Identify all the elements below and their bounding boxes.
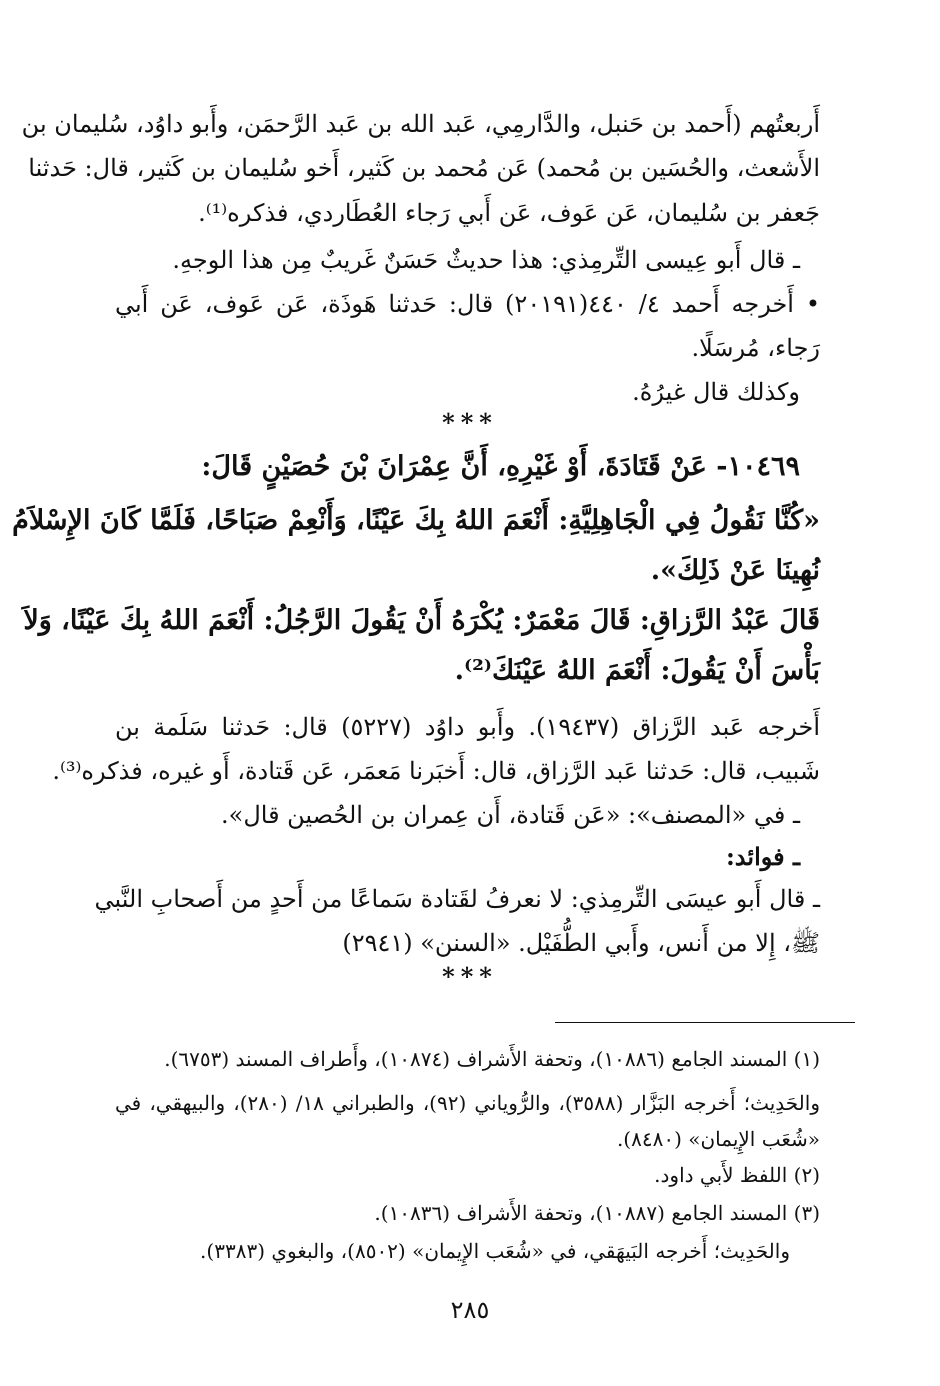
text-line: • أَخرجه أَحمد ٤/ ٤٤٠(٢٠١٩١) قال: حَدثنا هَوذَة، عَن عَوف، عَن أَبي [115, 290, 820, 318]
hadith-text-line: «كُنَّا نَقُولُ فِي الْجَاهِلِيَّةِ: أَنْعَمَ اللهُ بِكَ عَيْنًا، وَأَنْعِمْ صَبَاحًا، فَلَمَّا كَانَ الإِسْلاَمُ [12, 505, 820, 536]
text-line: أَخرجه عَبد الرَّزاق (١٩٤٣٧). وأَبو داوُد (٥٢٢٧) قال: حَدثنا سَلَمة بن [115, 713, 820, 741]
footnote-line: والحَدِيث؛ أَخرجه البَيهَقي، في «شُعَب الإِيمان» (٨٥٠٢)، والبغوي (٣٣٨٣). [200, 1239, 790, 1263]
footnote-rule [555, 1022, 855, 1023]
text-line: الأَشعث، والحُسَين بن مُحمد) عَن مُحمد بن كَثير، أَخو سُليمان بن كَثير، قال: حَدثنا [28, 154, 820, 182]
text-line: ـ قال أَبو عيسَى التِّرمِذي: لا نعرفُ لقَتادة سَماعًا من أَحدٍ من أَصحابِ النَّبي [94, 885, 820, 913]
section-separator: *** [442, 962, 498, 991]
hadith-text-line: نُهِينَا عَنْ ذَلِكَ». [650, 555, 820, 586]
text-line: شَبيب، قال: حَدثنا عَبد الرَّزاق، قال: أَخبَرنا مَعمَر، عَن قَتادة، أَو غيره، فذكره⁽³⁾. [52, 757, 820, 785]
text-line: ـ في «المصنف»: «عَن قَتادة، أَن عِمران بن الحُصين قال». [221, 801, 800, 829]
footnote-line: (٣) المسند الجامع (١٠٨٨٧)، وتحفة الأَشراف (١٠٨٣٦). [374, 1201, 820, 1225]
section-heading-fawaid: ـ فوائد: [725, 842, 800, 871]
text-line: رَجاء، مُرسَلًا. [691, 334, 820, 362]
text-line: ـ قال أَبو عِيسى التِّرمِذي: هذا حديثٌ حَسَنٌ غَريبٌ مِن هذا الوجهِ. [172, 246, 800, 274]
hadith-text-line: قَالَ عَبْدُ الرَّزاقِ: قَالَ مَعْمَرٌ: يُكْرَهُ أَنْ يَقُولَ الرَّجُلُ: أَنْعَمَ اللهُ بِكَ عَيْنًا، وَلاَ [23, 605, 820, 636]
footnote-line: (١) المسند الجامع (١٠٨٨٦)، وتحفة الأَشراف (١٠٨٧٤)، وأَطراف المسند (٦٧٥٣). [164, 1047, 820, 1071]
text-line: جَعفر بن سُليمان، عَن عَوف، عَن أَبي رَجاء العُطَاردي، فذكره⁽¹⁾. [198, 199, 820, 227]
hadith-text-line: بَأْسَ أَنْ يَقُولَ: أَنْعَمَ اللهُ عَيْنَكَ⁽²⁾. [454, 655, 820, 686]
hadith-heading: ١٠٤٦٩- عَنْ قَتَادَةَ، أَوْ غَيْرِهِ، أَنَّ عِمْرَانَ بْنَ حُصَيْنٍ قَالَ: [201, 451, 800, 482]
section-separator: *** [442, 408, 498, 437]
text-line: أَربعتُهم (أَحمد بن حَنبل، والدَّارمِي، عَبد الله بن عَبد الرَّحمَن، وأَبو داوُد، سُليمان بن [21, 110, 820, 138]
footnote-line: (٢) اللفظ لأَبي داود. [654, 1163, 820, 1187]
footnote-line: «شُعَب الإِيمان» (٨٤٨٠). [616, 1127, 820, 1151]
footnote-line: والحَدِيث؛ أَخرجه البَزَّار (٣٥٨٨)، والرُّوياني (٩٢)، والطبراني ١٨/ (٢٨٠)، والبيهقي، في [115, 1091, 820, 1115]
text-line: وكذلك قال غيرُهُ. [632, 378, 800, 406]
text-line: ﷺ، إِلا من أَنس، وأَبي الطُّفَيْل. «السنن» (٢٩٤١) [342, 929, 820, 957]
page-number: ٢٨٥ [450, 1296, 490, 1324]
